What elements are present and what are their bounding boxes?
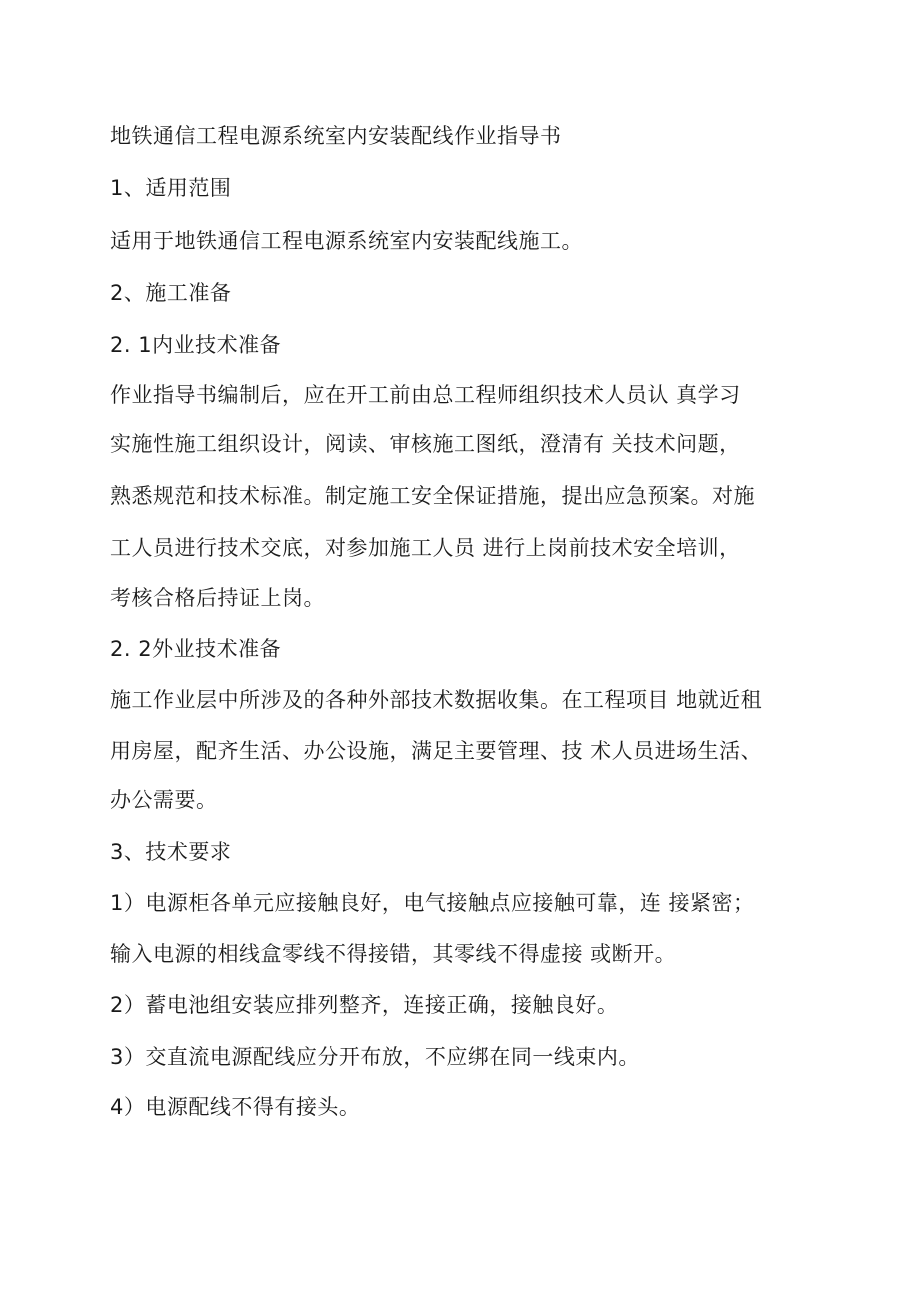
- list-item: 4）电源配线不得有接头。: [110, 1095, 361, 1119]
- section3-heading: 3、技术要求: [110, 840, 232, 864]
- list-item: 输入电源的相线盒零线不得接错，其零线不得虚接 或断开。: [110, 942, 677, 966]
- document-title: 地铁通信工程电源系统室内安装配线作业指导书: [110, 124, 562, 148]
- paragraph-line: 工人员进行技术交底，对参加施工人员 进行上岗前技术安全培训，: [110, 536, 741, 560]
- section2-2-heading: 2. 2外业技术准备: [110, 637, 282, 661]
- list-item: 2）蓄电池组安装应排列整齐，连接正确，接触良好。: [110, 993, 619, 1017]
- section2-heading: 2、施工准备: [110, 281, 232, 305]
- paragraph-line: 熟悉规范和技术标准。制定施工安全保证措施，提出应急预案。对施: [110, 484, 755, 508]
- paragraph-line: 施工作业层中所涉及的各种外部技术数据收集。在工程项目 地就近租: [110, 688, 763, 712]
- section1-text: 适用于地铁通信工程电源系统室内安装配线施工。: [110, 229, 583, 253]
- paragraph-line: 考核合格后持证上岗。: [110, 586, 325, 610]
- section1-heading: 1、适用范围: [110, 176, 232, 200]
- list-item: 3）交直流电源配线应分开布放，不应绑在同一线束内。: [110, 1045, 640, 1069]
- paragraph-line: 作业指导书编制后，应在开工前由总工程师组织技术人员认 真学习: [110, 383, 741, 407]
- section2-1-heading: 2. 1内业技术准备: [110, 333, 282, 357]
- paragraph-line: 实施性施工组织设计，阅读、审核施工图纸，澄清有 关技术问题，: [110, 432, 741, 456]
- paragraph-line: 办公需要。: [110, 788, 218, 812]
- paragraph-line: 用房屋，配齐生活、办公设施，满足主要管理、技 术人员进场生活、: [110, 739, 763, 763]
- list-item: 1）电源柜各单元应接触良好，电气接触点应接触可靠，连 接紧密；: [110, 891, 755, 915]
